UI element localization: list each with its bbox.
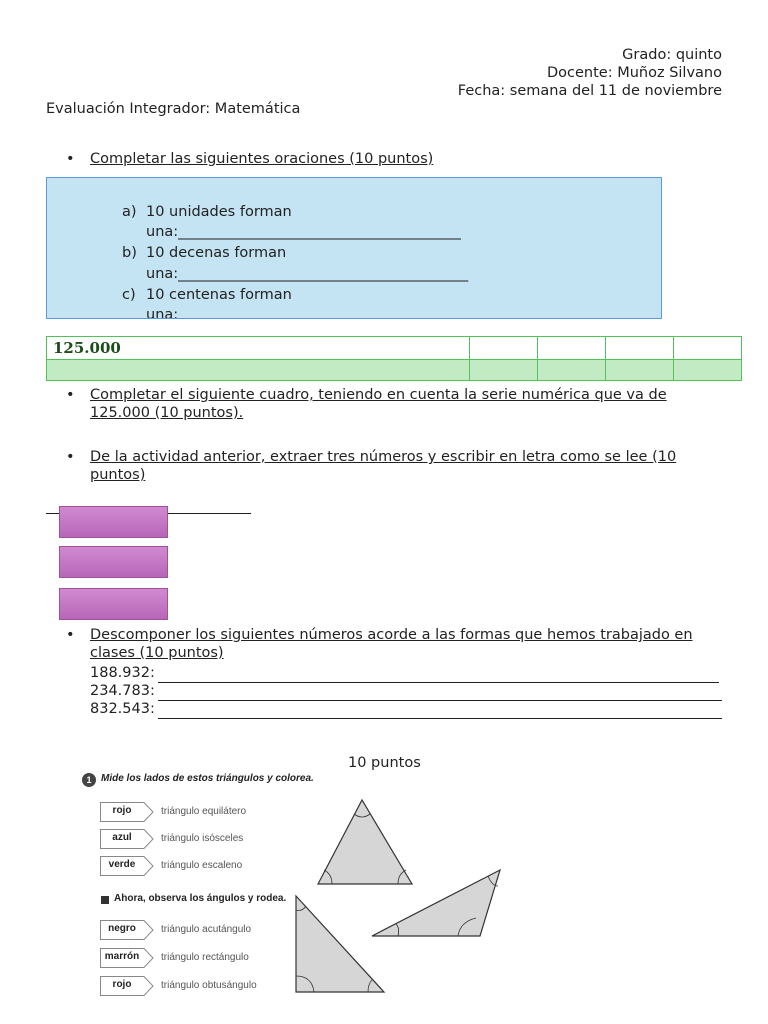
table-cell[interactable] — [537, 337, 605, 360]
triangle-type-label: triángulo rectángulo — [161, 952, 249, 963]
triangle-type-label: triángulo acutángulo — [161, 924, 252, 935]
number-1-label: 188.932: — [90, 665, 155, 681]
triangle-type-label: triángulo isósceles — [161, 833, 244, 844]
instruction-2: • Completar el siguiente cuadro, teniendo en cuenta la serie numérica que va de 125.000 (10 puntos). — [66, 387, 667, 421]
page-title: Evaluación Integrador: Matemática — [46, 101, 301, 117]
table-cell[interactable] — [673, 360, 741, 381]
table-cell[interactable] — [537, 360, 605, 381]
square-bullet-icon — [101, 896, 109, 904]
task-2-label: Ahora, observa los ángulos y rodea. — [114, 893, 287, 904]
answer-box-1[interactable] — [59, 506, 168, 538]
answer-box-2[interactable] — [59, 546, 168, 578]
equilateral-triangle-icon — [318, 800, 412, 884]
task-1-label: Mide los lados de estos triángulos y colorea. — [101, 773, 314, 784]
sentences-textbox[interactable]: a) 10 unidades forman una:_______________________________________ b) 10 decenas forman una:________________________________________ c) 10 centenas forman una: — [46, 177, 662, 319]
color-tag: negro — [100, 920, 144, 940]
table-cell[interactable] — [469, 360, 537, 381]
table-cell[interactable] — [673, 337, 741, 360]
triangle-type-label: triángulo equilátero — [161, 806, 247, 817]
answer-line-3[interactable] — [158, 718, 722, 719]
table-cell[interactable] — [47, 360, 470, 381]
color-tag: verde — [100, 856, 144, 876]
date-label: Fecha: semana del 11 de noviembre — [457, 83, 722, 99]
grade-label: Grado: quinto — [622, 47, 722, 63]
table-cell[interactable] — [469, 337, 537, 360]
triangle-type-label: triángulo obtusángulo — [161, 980, 257, 991]
triangles-illustration — [280, 790, 520, 1000]
instruction-1: • Completar las siguientes oraciones (10 puntos) — [66, 151, 434, 167]
answer-line-2[interactable] — [158, 700, 722, 701]
color-tag: marrón — [100, 948, 144, 968]
instruction-3: • De la actividad anterior, extraer tres números y escribir en letra como se lee (10 puntos) — [66, 449, 677, 483]
answer-line-1[interactable] — [158, 682, 719, 683]
color-tag: azul — [100, 829, 144, 849]
number-2-label: 234.783: — [90, 683, 155, 699]
instruction-4: • Descomponer los siguientes números acorde a las formas que hemos trabajado en clases (10 puntos) — [66, 627, 693, 661]
table-cell[interactable]: 125.000 — [47, 337, 470, 360]
teacher-label: Docente: Muñoz Silvano — [547, 65, 722, 81]
triangle-type-label: triángulo escaleno — [161, 860, 243, 871]
step-number-icon: 1 — [82, 773, 96, 787]
color-tag: rojo — [100, 976, 144, 996]
color-tag: rojo — [100, 802, 144, 822]
points-label: 10 puntos — [348, 755, 421, 771]
number-3-label: 832.543: — [90, 701, 155, 717]
table-cell[interactable] — [605, 337, 673, 360]
number-series-table — [46, 336, 742, 381]
answer-box-3[interactable] — [59, 588, 168, 620]
table-cell[interactable] — [605, 360, 673, 381]
right-triangle-icon — [296, 896, 384, 992]
